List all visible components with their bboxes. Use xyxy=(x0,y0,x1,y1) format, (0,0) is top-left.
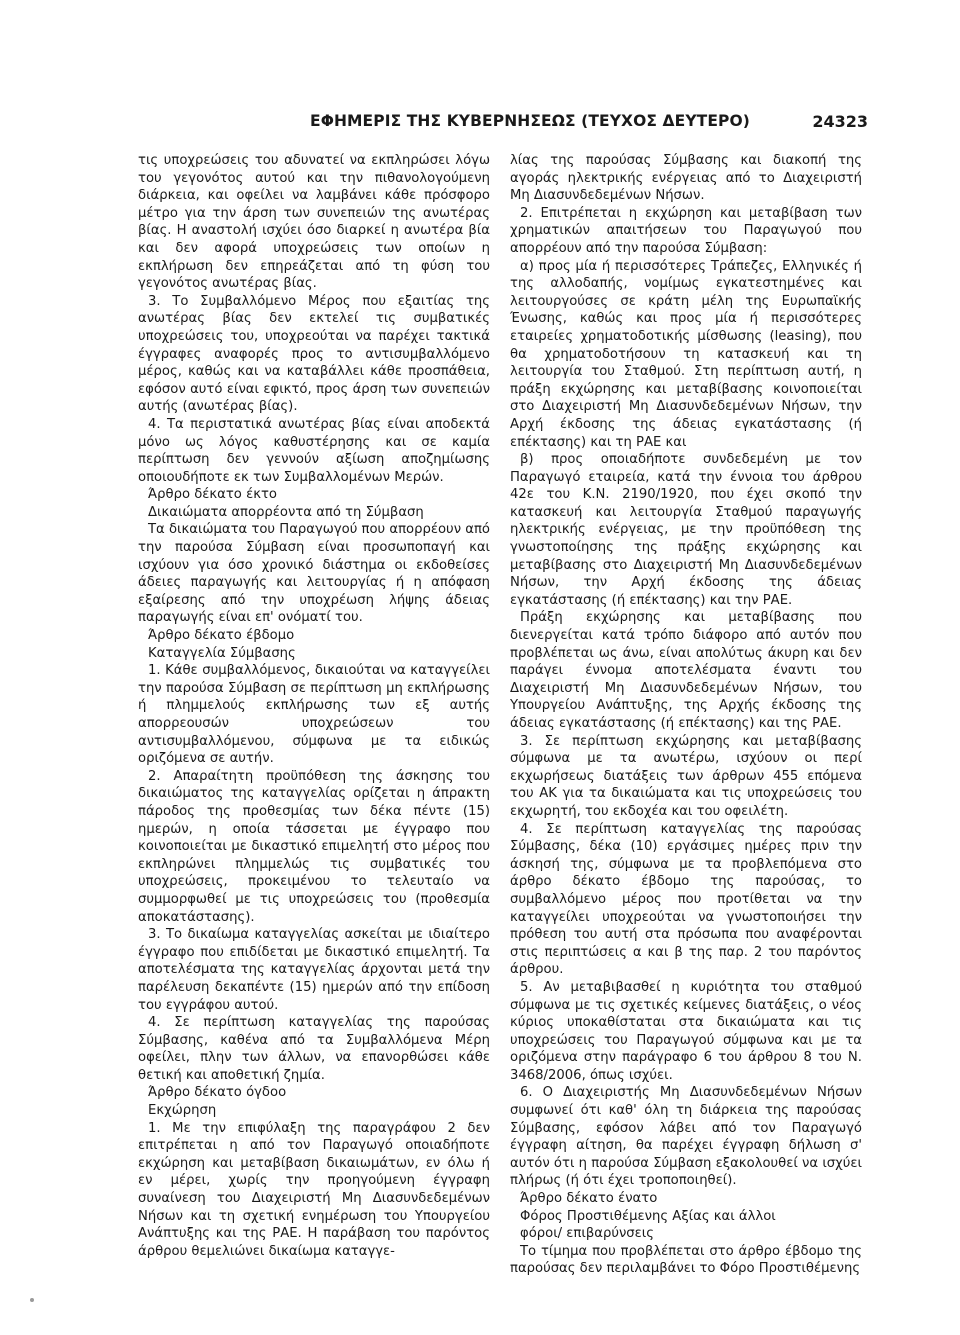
paragraph: Το τίμημα που προβλέπεται στο άρθρο έβδομο της παρούσας δεν περιλαμβάνει το Φόρο Προστιθέμενης xyxy=(510,1243,862,1277)
paragraph: 3. Το δικαίωμα καταγγελίας ασκείται με ιδιαίτερο έγγραφο που επιδίδεται με δικαστικό επιμελητή. Τα αποτελέσματα της καταγγελίας άρχονται μετά την παρέλευση δεκαπέντε (15) ημερών από την επίδοση του εγγράφου αυτού. xyxy=(138,927,490,1013)
paragraph: τις υποχρεώσεις του αδυνατεί να εκπληρώσει λόγω του γεγονότος αυτού και την πιθανολογούμενη διάρκεια, και οφείλει να λαμβάνει κάθε πρόσφορο μέτρο για την άρση των συνεπειών της ανωτέρας βίας. Η αναστολή ισχύει όσο διαρκεί η ανωτέρα βία και δεν αφορά υποχρεώσεις των οποίων η εκπλήρωση δεν επηρεάζεται από τη φύση του γεγονότος ανωτέρας βίας. xyxy=(138,153,490,292)
paragraph: λίας της παρούσας Σύμβασης και διακοπή της αγοράς ηλεκτρικής ενέργειας από το Διαχειριστή Μη Διασυνδεδεμένων Νήσων. xyxy=(510,153,862,204)
paragraph: 3. Το Συμβαλλόμενο Μέρος που εξαιτίας της ανωτέρας βίας δεν εκτελεί τις συμβατικές υποχρεώσεις του, υποχρεούται να παρέχει τακτικά έγγραφες αναφορές προς το αντισυμβαλλόμενο μέρος, καθώς και να καταβάλλει κάθε προσπάθεια, εφόσον αυτό είναι εφικτό, προς άρση των συνεπειών αυτής (ανωτέρας βίας). xyxy=(138,293,490,415)
paragraph: 2. Απαραίτητη προϋπόθεση της άσκησης του δικαιώματος της καταγγελίας ορίζεται η άπρακτη πάροδος της προθεσμίας των δέκα πέντε (15) ημερών, η οποία τάσσεται με έγγραφο που κοινοποιείται με δικαστικό επιμελητή στο μέρος που εκπληρώνει πλημμελώς τις συμβατικές του υποχρεώσεις, προκειμένου το τελευταίο να συμμορφωθεί με τις υποχρεώσεις του (προθεσμία αποκατάστασης). xyxy=(138,768,490,925)
article-title: Άρθρο δέκατο όγδοο xyxy=(148,1085,287,1101)
left-column xyxy=(138,152,490,1260)
paragraph: 6. Ο Διαχειριστής Μη Διασυνδεδεμένων Νήσων συμφωνεί ότι καθ' όλη τη διάρκεια της παρούσας Σύμβασης, εφόσον λάβει από τον Παραγωγό έγγραφη αίτηση, θα παρέχει έγγραφη δήλωση σ' αυτόν ότι η παρούσα Σύμβαση εξακολουθεί να ισχύει πλήρως (ή ότι έχει τροποποιηθεί). xyxy=(510,1085,862,1189)
article-subtitle: Καταγγελία Σύμβασης xyxy=(148,645,296,661)
paragraph: 1. Κάθε συμβαλλόμενος, δικαιούται να καταγγείλει την παρούσα Σύμβαση σε περίπτωση μη εκπλήρωσης ή πλημμελούς εκπλήρωσης των εξ αυτής απορρεουσών υποχρεώσεων του αντισυμβαλλόμενου, σύμφωνα με τα ειδικώς οριζόμενα σε αυτήν. xyxy=(138,663,490,767)
page-number: 24323 xyxy=(812,112,868,131)
gazette-title: ΕΦΗΜΕΡΙΣ ΤΗΣ ΚΥΒΕΡΝΗΣΕΩΣ (ΤΕΥΧΟΣ ΔΕΥΤΕΡΟ) xyxy=(310,112,750,130)
paragraph: 4. Σε περίπτωση καταγγελίας της παρούσας Σύμβασης, δέκα (10) εργάσιμες ημέρες πριν την άσκησή της, σύμφωνα με τα προβλεπόμενα στο άρθρο δέκατο έβδομο της παρούσας, το συμβαλλόμενο μέρος που προτίθεται να την καταγγείλει υποχρεούται να γνωστοποιήσει την πρόθεση του αυτή στα πρόσωπα που αναφέρονται στις περιπτώσεις α και β της παρ. 2 του παρόντος άρθρου. xyxy=(510,821,862,978)
paragraph: α) προς μία ή περισσότερες Τράπεζες, Ελληνικές ή της αλλοδαπής, νομίμως εγκατεστημένες και λειτουργούσες σε κράτη μέλη της Ευρωπαϊκής Ένωσης, καθώς και προς μία ή περισσότερες εταιρείες χρηματοδοτικής μίσθωσης (leasing), που θα χρηματοδοτήσουν τη κατασκευή και τη λειτουργία του Σταθμού. Στη περίπτωση αυτή, η πράξη εκχώρησης και μεταβίβασης κοινοποιείται στο Διαχειριστή Μη Διασυνδεδεμένων Νήσων, την Αρχή έκδοσης της άδειας εγκατάστασης (ή επέκτασης) και τη ΡΑΕ και xyxy=(510,258,862,450)
paragraph: β) προς οποιαδήποτε συνδεδεμένη με τον Παραγωγό εταιρεία, κατά την έννοια του άρθρου 42ε του Κ.Ν. 2190/1920, που έχει σκοπό την κατασκευή και λειτουργία Σταθμού παραγωγής ηλεκτρικής ενέργειας, με την προϋπόθεση της γνωστοποίησης της πράξης εκχώρησης και μεταβίβασης στο Διαχειριστή Μη Διασυνδεδεμένων Νήσων, την Αρχή έκδοσης της άδειας εγκατάστασης (ή επέκτασης) και την ΡΑΕ. xyxy=(510,452,862,608)
paragraph: 4. Σε περίπτωση καταγγελίας της παρούσας Σύμβασης, καθένα από τα Συμβαλλόμενα Μέρη οφείλει, πλην των άλλων, να επανορθώσει κάθε θετική και αποθετική ζημία. xyxy=(138,1015,490,1083)
paragraph: 4. Τα περιστατικά ανωτέρας βίας είναι αποδεκτά μόνο ως λόγος καθυστέρησης και σε καμία περίπτωση δεν γεννούν αξίωση αποζημίωσης οποιουδήποτε εκ των Συμβαλλομένων Μερών. xyxy=(138,416,490,485)
paragraph: 3. Σε περίπτωση εκχώρησης και μεταβίβασης σύμφωνα με τα ανωτέρω, ισχύουν οι περί εκχωρήσεως διατάξεις των άρθρων 455 επόμενα του ΑΚ για τα δικαιώματα και τις υποχρεώσεις του εκχωρητή, του εκδοχέα και του οφειλέτη. xyxy=(510,733,862,819)
scan-speck xyxy=(30,1298,34,1302)
article-title: Άρθρο δέκατο έκτο xyxy=(148,487,277,503)
paragraph: Πράξη εκχώρησης και μεταβίβασης που διενεργείται κατά τρόπο διάφορο από αυτόν που προβλέπεται ως άνω, είναι απολύτως άκυρη και δεν παράγει έννομα αποτελέσματα έναντι του Διαχειριστή Μη Διασυνδεδεμένων Νήσων, του Υπουργείου Ανάπτυξης, της Αρχής έκδοσης της άδειας εγκατάστασης (ή επέκτασης) και της ΡΑΕ. xyxy=(510,610,862,731)
article-title: Άρθρο δέκατο ένατο xyxy=(520,1191,658,1207)
article-subtitle: Εκχώρηση xyxy=(148,1103,217,1119)
page-header xyxy=(138,112,868,136)
right-column xyxy=(510,152,862,1278)
article-subtitle: Φόρος Προστιθέμενης Αξίας και άλλοι xyxy=(520,1208,776,1224)
paragraph: 1. Με την επιφύλαξη της παραγράφου 2 δεν επιτρέπεται η από τον Παραγωγό οποιαδήποτε εκχώρηση και μεταβίβαση δικαιωμάτων, εν όλω ή εν μέρει, χωρίς την προηγούμενη έγγραφη συναίνεση του Διαχειριστή Μη Διασυνδεδεμένων Νήσων και τη σχετική ενημέρωση του Υπουργείου Ανάπτυξης και της ΡΑΕ. Η παράβαση του παρόντος άρθρου θεμελιώνει δικαίωμα καταγγε- xyxy=(138,1120,490,1259)
article-title: Άρθρο δέκατο έβδομο xyxy=(148,628,295,644)
article-subtitle: Δικαιώματα απορρέοντα από τη Σύμβαση xyxy=(148,504,424,520)
paragraph: 5. Αν μεταβιβασθεί η κυριότητα του σταθμού σύμφωνα με τις σχετικές κείμενες διατάξεις, ο νέος κύριος υποκαθίσταται στα δικαιώματα και τις υποχρεώσεις του Παραγωγού σύμφωνα και με τα οριζόμενα στην παράγραφο 6 του άρθρου 8 του Ν. 3468/2006, όπως ισχύει. xyxy=(510,979,862,1083)
article-subtitle-continued: φόροι/ επιβαρύνσεις xyxy=(520,1226,654,1242)
paragraph: Τα δικαιώματα του Παραγωγού που απορρέουν από την παρούσα Σύμβαση είναι προσωποπαγή και ισχύουν για όσο χρονικό διάστημα οι εκδοθείσες άδειες παραγωγής και λειτουργίας ή η απόφαση εξαίρεσης από την υποχρέωση λήψης άδειας παραγωγής είναι επ' ονόματί του. xyxy=(138,522,490,626)
paragraph: 2. Επιτρέπεται η εκχώρηση και μεταβίβαση των χρηματικών απαιτήσεων του Παραγωγού που απορρέουν από την παρούσα Σύμβαση: xyxy=(510,205,862,256)
